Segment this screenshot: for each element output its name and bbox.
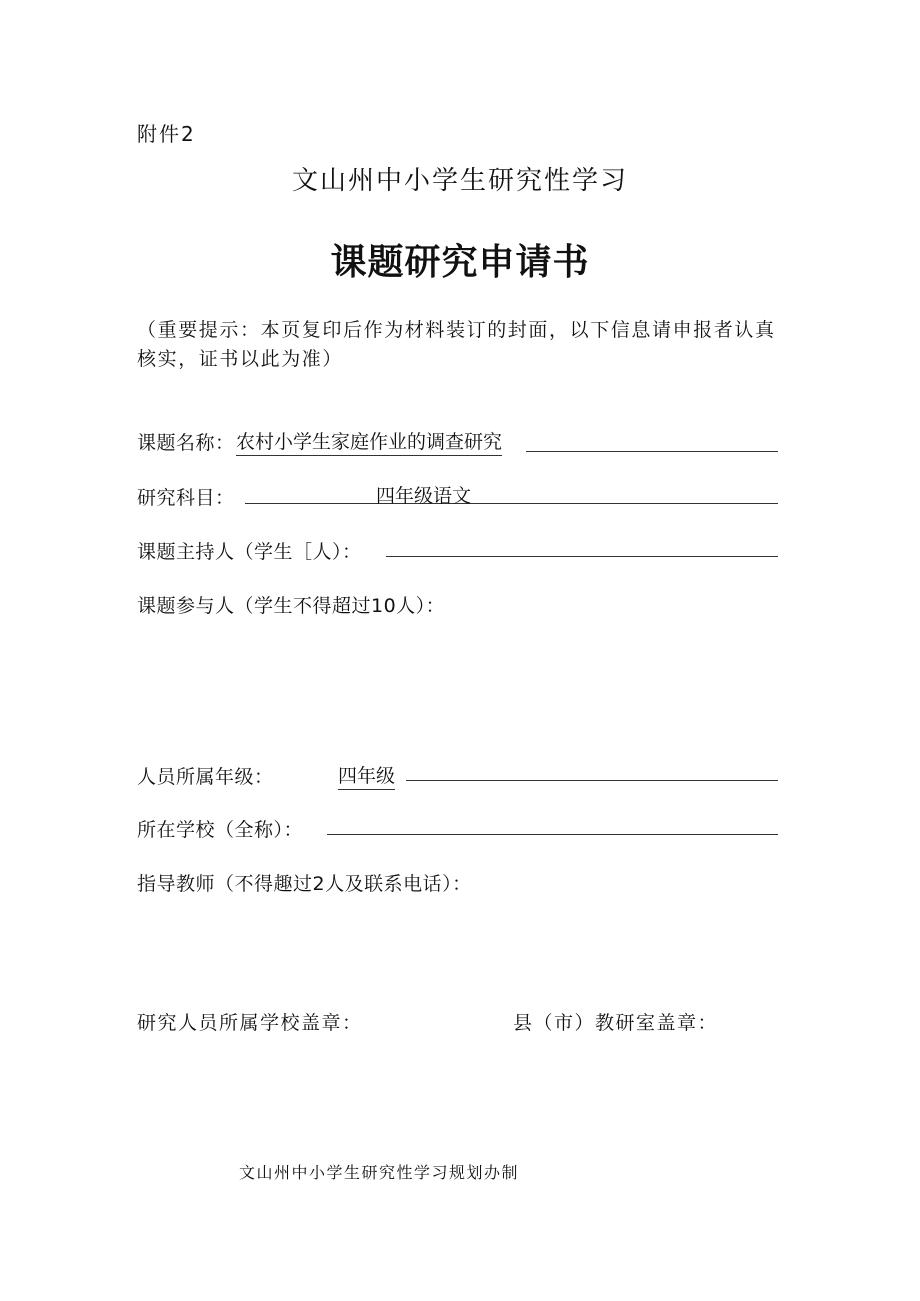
grade-underline [406,780,778,781]
subject-underline [245,503,778,504]
county-seal-label: 县（市）教研室盖章： [513,1012,719,1034]
subject-value[interactable]: 四年级语文 [376,485,472,507]
school-label: 所在学校（全称）： [137,819,304,841]
host-label: 课题主持人（学生［人）： [137,541,362,563]
advisor-label: 指导教师（不得趣过2人及联系电话）： [137,873,472,895]
attachment-label: 附件2 [137,122,196,146]
participants-entry-area[interactable] [137,625,777,745]
topic-name-label: 课题名称： [137,432,235,454]
grade-value[interactable]: 四年级 [338,761,395,790]
subject-label: 研究科目： [137,487,235,509]
advisor-entry-area[interactable] [137,905,777,985]
important-notice: （重要提示：本页复印后作为材料装订的封面，以下信息请申报者认真核实，证书以此为准） [137,319,776,370]
topic-name-underline [526,451,778,452]
school-seal-label: 研究人员所属学校盖章： [137,1012,363,1034]
school-underline[interactable] [327,834,778,835]
footer-issuer: 文山州中小学生研究性学习规划办制 [239,1163,520,1182]
document-title: 文山州中小学生研究性学习 [291,166,628,196]
participants-label: 课题参与人（学生不得超过10人）： [137,595,446,617]
host-underline[interactable] [386,556,778,557]
grade-label: 人员所属年级： [137,766,274,788]
document-subtitle: 课题研究申请书 [330,242,590,283]
topic-name-value[interactable]: 农村小学生家庭作业的调查研究 [236,427,502,456]
